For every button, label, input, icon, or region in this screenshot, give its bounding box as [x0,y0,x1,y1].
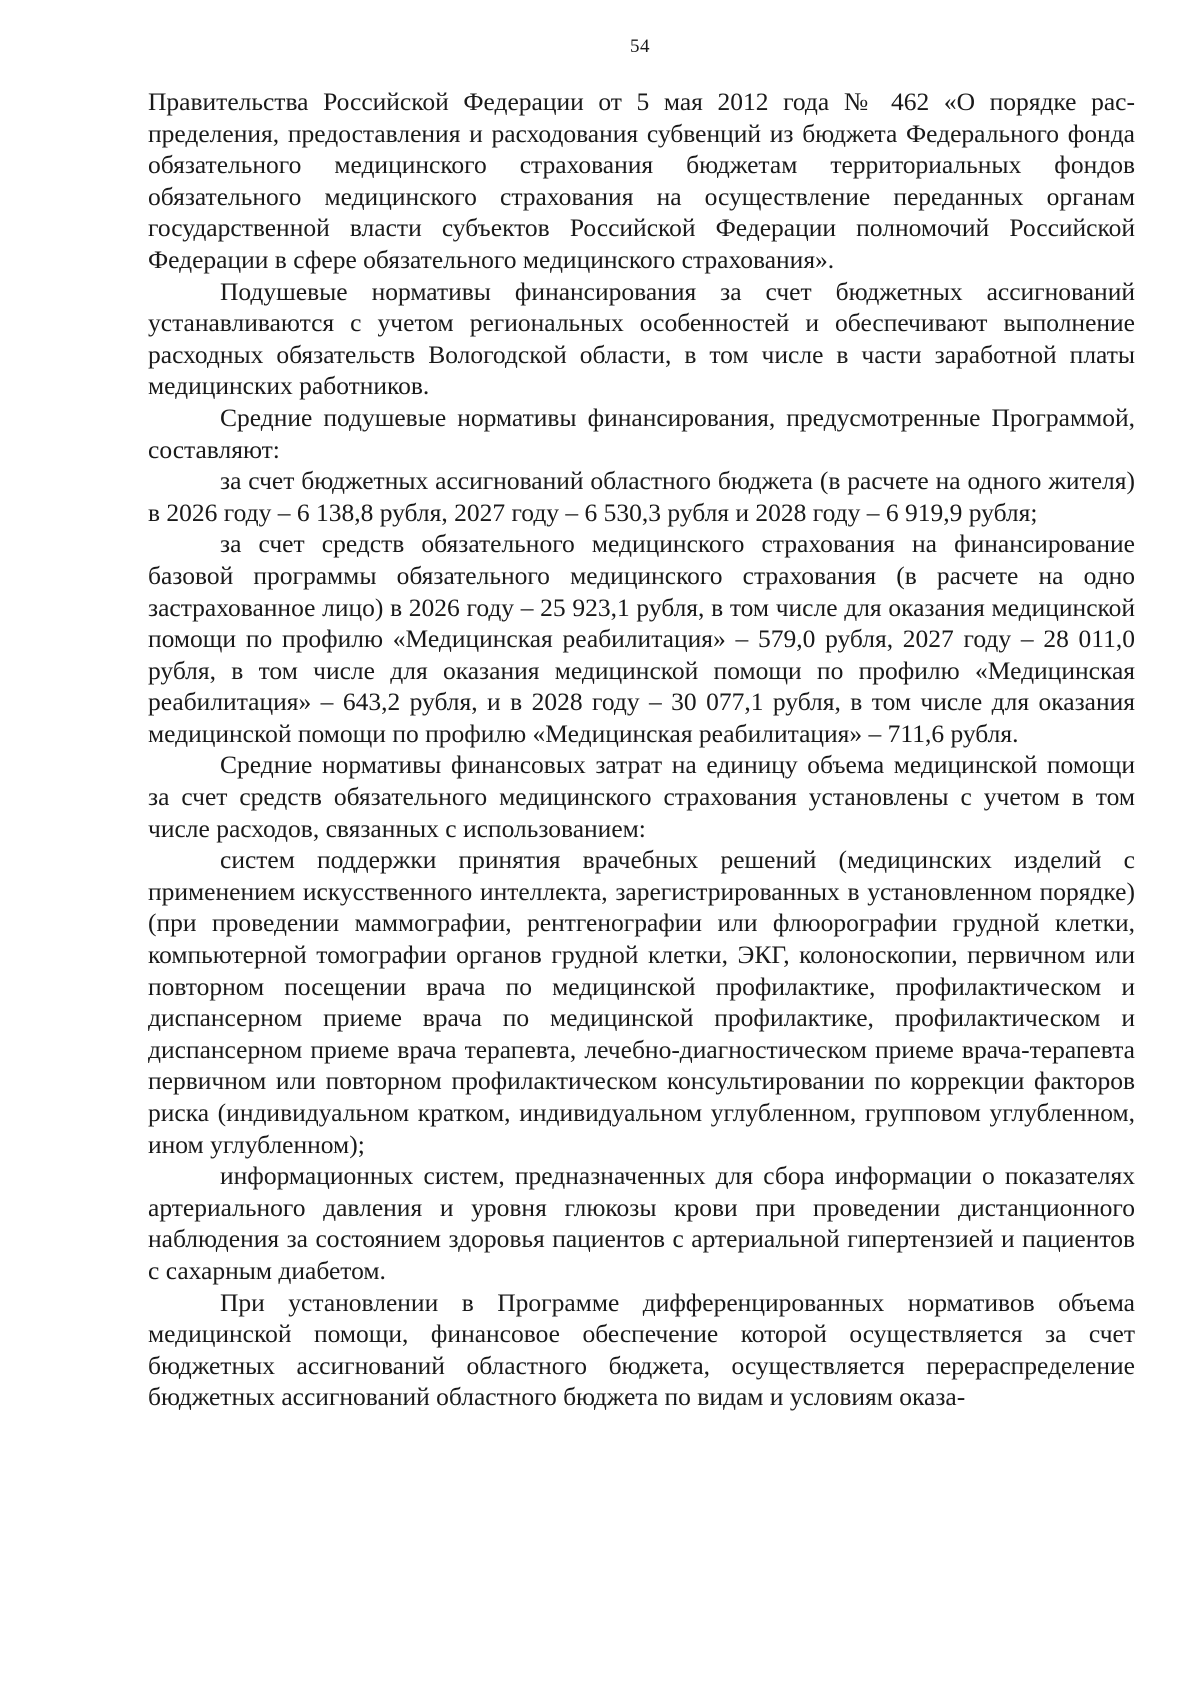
paragraph-8: информационных систем, предназначенных для сбора информации о показателях артериального давления и уровня глюкозы крови при проведении дистанционного наблюдения за состоянием здоровья пациентов с артериальной гипертензией и пациентов с сахарным диабетом. [148,1161,1135,1285]
paragraph-9: При установлении в Программе дифференцированных нормативов объема медицинской помощи, финансовое обеспечение которой осуществляется за счет бюджетных ассигнований областного бюджета, осуществляется перераспределение бюджетных ассигнований областного бюджета по видам и условиям оказа- [148,1287,1135,1412]
paragraph-6: Средние нормативы финансовых затрат на единицу объема медицинской помощи за счет средств обязательного медицинского страхования установлены с учетом в том числе расходов, связанных с использованием: [148,750,1135,843]
document-body [148,86,1135,1413]
paragraph-1: Правительства Российской Федерации от 5 мая 2012 года № 462 «О порядке распределения, предоставления и расходования субвенций из бюджета Федерального фонда обязательного медицинского страхования бюджетам территориальных фондов обязательного медицинского страхования на осуществление переданных органам государственной власти субъектов Российской Федерации полномочий Российской Федерации в сфере обязательного медицинского страхования». [148,87,1135,274]
paragraph-3: Средние подушевые нормативы финансирования, предусмотренные Программой, составляют: [148,402,1135,464]
paragraph-4: за счет бюджетных ассигнований областного бюджета (в расчете на одного жителя) в 2026 году – 6 138,8 рубля, 2027 году – 6 530,3 рубля и 2028 году – 6 919,9 рубля; [148,466,1135,527]
paragraph-5: за счет средств обязательного медицинского страхования на финансирование базовой программы обязательного медицинского страхования (в расчете на одно застрахованное лицо) в 2026 году – 25 923,1 рубля, в том числе для оказания медицинской помощи по профилю «Медицинская реабилитация» – 579,0 рубля, 2027 году – 28 011,0 рубля, в том числе для оказания медицинской помощи по профилю «Медицинская реабилитация» – 643,2 рубля, и в 2028 году – 30 077,1 рубля, в том числе для оказания медицинской помощи по профилю «Медицинская реабилитация» – 711,6 рубля. [148,529,1135,748]
paragraph-7: систем поддержки принятия врачебных решений (медицинских изделий с применением искусственного интеллекта, зарегистрированных в установленном порядке) (при проведении маммографии, рентгенографии или флюорографии грудной клетки, компьютерной томографии органов грудной клетки, ЭКГ, колоноскопии, первичном или повторном посещении врача по медицинской профилактике, профилактическом и диспансерном приеме врача по медицинской профилактике, профилактическом и диспансерном приеме врача терапевта, лечебно-диагностическом приеме врача-терапевта первичном или повторном профилактическом консультировании по коррекции факторов риска (индивидуальном кратком, индивидуальном углубленном, групповом углубленном, ином углубленном); [148,845,1135,1159]
paragraph-2: Подушевые нормативы финансирования за счет бюджетных ассигнований устанавливаются с учетом региональных особенностей и обеспечивают выполнение расходных обязательств Вологодской области, в том числе в части заработной платы медицинских работников. [148,276,1135,401]
page-number: 54 [630,36,650,57]
